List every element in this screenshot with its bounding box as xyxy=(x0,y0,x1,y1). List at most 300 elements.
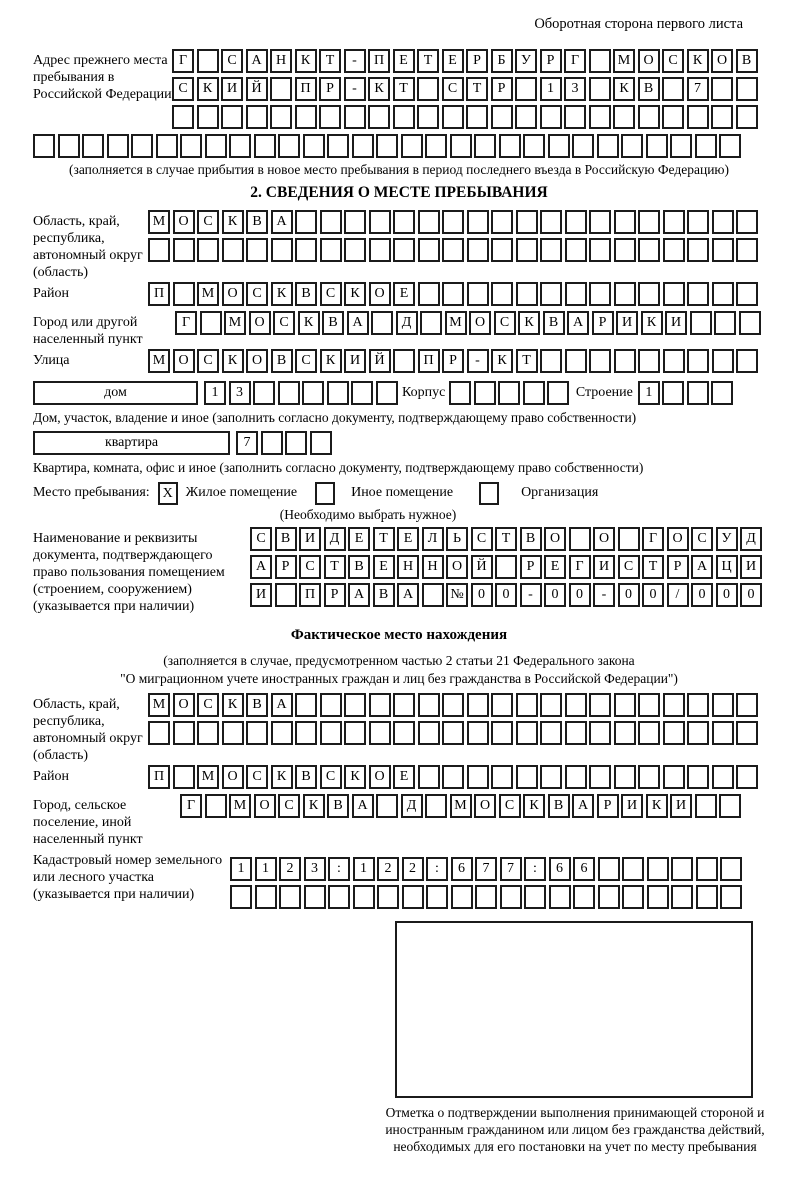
char-cell[interactable] xyxy=(516,721,538,745)
char-cell[interactable]: С xyxy=(471,527,493,551)
char-cell[interactable] xyxy=(82,134,104,158)
char-cell[interactable] xyxy=(516,238,538,262)
char-cell[interactable] xyxy=(369,721,391,745)
char-cell[interactable]: С xyxy=(320,282,342,306)
char-cell[interactable]: Р xyxy=(667,555,689,579)
stay-type-checkbox-other-premises[interactable] xyxy=(315,482,335,505)
char-cell[interactable]: 7 xyxy=(500,857,522,881)
char-cell[interactable] xyxy=(222,238,244,262)
char-cell[interactable] xyxy=(442,105,464,129)
char-cell[interactable] xyxy=(369,238,391,262)
char-cell[interactable]: К xyxy=(271,282,293,306)
char-cell[interactable]: И xyxy=(250,583,272,607)
char-cell[interactable] xyxy=(499,134,521,158)
char-cell[interactable] xyxy=(662,105,684,129)
char-cell[interactable]: С xyxy=(246,282,268,306)
char-cell[interactable]: К xyxy=(687,49,709,73)
char-cell[interactable] xyxy=(622,885,644,909)
char-cell[interactable] xyxy=(418,210,440,234)
char-cell[interactable]: 0 xyxy=(642,583,664,607)
char-cell[interactable] xyxy=(275,583,297,607)
char-cell[interactable] xyxy=(327,134,349,158)
char-cell[interactable] xyxy=(271,721,293,745)
char-cell[interactable] xyxy=(491,693,513,717)
char-cell[interactable] xyxy=(670,134,692,158)
char-cell[interactable]: С xyxy=(197,210,219,234)
char-cell[interactable]: С xyxy=(273,311,295,335)
char-cell[interactable] xyxy=(696,857,718,881)
char-cell[interactable] xyxy=(622,857,644,881)
char-cell[interactable]: С xyxy=(172,77,194,101)
char-cell[interactable] xyxy=(638,765,660,789)
char-cell[interactable] xyxy=(253,381,275,405)
char-cell[interactable] xyxy=(564,105,586,129)
char-cell[interactable]: Т xyxy=(516,349,538,373)
char-cell[interactable]: 1 xyxy=(540,77,562,101)
char-cell[interactable] xyxy=(328,885,350,909)
char-cell[interactable] xyxy=(663,349,685,373)
char-cell[interactable] xyxy=(295,238,317,262)
char-cell[interactable]: Ц xyxy=(716,555,738,579)
char-cell[interactable] xyxy=(491,210,513,234)
char-cell[interactable]: Н xyxy=(270,49,292,73)
char-cell[interactable]: М xyxy=(450,794,472,818)
char-cell[interactable] xyxy=(376,381,398,405)
char-cell[interactable] xyxy=(638,210,660,234)
char-cell[interactable] xyxy=(712,693,734,717)
char-cell[interactable] xyxy=(712,210,734,234)
char-cell[interactable] xyxy=(687,238,709,262)
char-cell[interactable]: В xyxy=(548,794,570,818)
char-cell[interactable] xyxy=(270,77,292,101)
char-cell[interactable]: : xyxy=(426,857,448,881)
char-cell[interactable] xyxy=(565,765,587,789)
char-cell[interactable]: И xyxy=(740,555,762,579)
char-cell[interactable]: М xyxy=(197,282,219,306)
char-cell[interactable] xyxy=(597,134,619,158)
char-cell[interactable] xyxy=(295,210,317,234)
char-cell[interactable] xyxy=(197,238,219,262)
char-cell[interactable]: - xyxy=(467,349,489,373)
char-cell[interactable]: С xyxy=(197,349,219,373)
char-cell[interactable] xyxy=(197,105,219,129)
char-cell[interactable] xyxy=(614,765,636,789)
char-cell[interactable]: А xyxy=(348,583,370,607)
char-cell[interactable]: И xyxy=(616,311,638,335)
char-cell[interactable]: - xyxy=(520,583,542,607)
char-cell[interactable] xyxy=(295,693,317,717)
char-cell[interactable] xyxy=(422,583,444,607)
char-cell[interactable] xyxy=(58,134,80,158)
char-cell[interactable]: Б xyxy=(491,49,513,73)
char-cell[interactable] xyxy=(565,721,587,745)
char-cell[interactable]: С xyxy=(691,527,713,551)
char-cell[interactable]: 7 xyxy=(236,431,258,455)
char-cell[interactable] xyxy=(230,885,252,909)
char-cell[interactable]: О xyxy=(667,527,689,551)
char-cell[interactable]: С xyxy=(246,765,268,789)
char-cell[interactable] xyxy=(442,721,464,745)
char-cell[interactable]: : xyxy=(524,857,546,881)
char-cell[interactable]: Т xyxy=(466,77,488,101)
char-cell[interactable] xyxy=(695,794,717,818)
char-cell[interactable] xyxy=(270,105,292,129)
char-cell[interactable] xyxy=(712,721,734,745)
char-cell[interactable] xyxy=(687,210,709,234)
char-cell[interactable]: О xyxy=(173,349,195,373)
char-cell[interactable] xyxy=(736,721,758,745)
char-cell[interactable] xyxy=(565,282,587,306)
char-cell[interactable]: - xyxy=(593,583,615,607)
char-cell[interactable]: С xyxy=(320,765,342,789)
char-cell[interactable] xyxy=(279,885,301,909)
char-cell[interactable]: Г xyxy=(180,794,202,818)
char-cell[interactable]: Д xyxy=(740,527,762,551)
char-cell[interactable]: 0 xyxy=(495,583,517,607)
char-cell[interactable] xyxy=(425,794,447,818)
char-cell[interactable]: С xyxy=(618,555,640,579)
stay-type-checkbox-organization[interactable] xyxy=(479,482,499,505)
char-cell[interactable] xyxy=(467,282,489,306)
char-cell[interactable]: Е xyxy=(393,765,415,789)
char-cell[interactable] xyxy=(344,238,366,262)
char-cell[interactable]: П xyxy=(418,349,440,373)
char-cell[interactable] xyxy=(569,527,591,551)
char-cell[interactable]: И xyxy=(665,311,687,335)
char-cell[interactable]: О xyxy=(593,527,615,551)
char-cell[interactable]: Р xyxy=(592,311,614,335)
char-cell[interactable] xyxy=(131,134,153,158)
char-cell[interactable]: 6 xyxy=(549,857,571,881)
char-cell[interactable] xyxy=(540,238,562,262)
char-cell[interactable] xyxy=(736,282,758,306)
char-cell[interactable] xyxy=(467,693,489,717)
char-cell[interactable] xyxy=(449,381,471,405)
char-cell[interactable]: О xyxy=(173,693,195,717)
char-cell[interactable]: 0 xyxy=(618,583,640,607)
char-cell[interactable] xyxy=(523,381,545,405)
char-cell[interactable]: Т xyxy=(319,49,341,73)
char-cell[interactable] xyxy=(302,381,324,405)
char-cell[interactable] xyxy=(736,77,758,101)
char-cell[interactable]: В xyxy=(327,794,349,818)
char-cell[interactable] xyxy=(369,210,391,234)
char-cell[interactable] xyxy=(344,105,366,129)
char-cell[interactable]: Г xyxy=(564,49,586,73)
char-cell[interactable]: 0 xyxy=(740,583,762,607)
char-cell[interactable]: К xyxy=(320,349,342,373)
char-cell[interactable] xyxy=(712,349,734,373)
char-cell[interactable] xyxy=(589,721,611,745)
char-cell[interactable]: Л xyxy=(422,527,444,551)
char-cell[interactable] xyxy=(467,210,489,234)
char-cell[interactable]: П xyxy=(148,282,170,306)
char-cell[interactable]: Й xyxy=(246,77,268,101)
char-cell[interactable]: Р xyxy=(491,77,513,101)
char-cell[interactable] xyxy=(589,105,611,129)
char-cell[interactable] xyxy=(246,105,268,129)
char-cell[interactable] xyxy=(107,134,129,158)
char-cell[interactable] xyxy=(271,238,293,262)
char-cell[interactable]: К xyxy=(303,794,325,818)
char-cell[interactable] xyxy=(671,885,693,909)
char-cell[interactable]: К xyxy=(222,349,244,373)
char-cell[interactable]: К xyxy=(344,282,366,306)
char-cell[interactable] xyxy=(491,765,513,789)
char-cell[interactable]: Н xyxy=(397,555,419,579)
char-cell[interactable]: 7 xyxy=(687,77,709,101)
char-cell[interactable]: К xyxy=(222,210,244,234)
char-cell[interactable] xyxy=(646,134,668,158)
char-cell[interactable] xyxy=(467,765,489,789)
char-cell[interactable] xyxy=(687,693,709,717)
char-cell[interactable]: О xyxy=(469,311,491,335)
char-cell[interactable] xyxy=(663,238,685,262)
char-cell[interactable]: М xyxy=(148,210,170,234)
char-cell[interactable]: В xyxy=(246,693,268,717)
char-cell[interactable] xyxy=(344,693,366,717)
char-cell[interactable]: В xyxy=(295,765,317,789)
char-cell[interactable] xyxy=(540,282,562,306)
char-cell[interactable]: Т xyxy=(495,527,517,551)
char-cell[interactable]: В xyxy=(638,77,660,101)
char-cell[interactable] xyxy=(255,885,277,909)
char-cell[interactable] xyxy=(451,885,473,909)
char-cell[interactable] xyxy=(540,349,562,373)
char-cell[interactable] xyxy=(712,238,734,262)
char-cell[interactable] xyxy=(696,885,718,909)
char-cell[interactable]: Р xyxy=(442,349,464,373)
char-cell[interactable] xyxy=(618,527,640,551)
char-cell[interactable] xyxy=(598,857,620,881)
char-cell[interactable]: К xyxy=(368,77,390,101)
char-cell[interactable]: 1 xyxy=(204,381,226,405)
char-cell[interactable] xyxy=(614,282,636,306)
char-cell[interactable]: В xyxy=(520,527,542,551)
char-cell[interactable] xyxy=(549,885,571,909)
char-cell[interactable]: А xyxy=(567,311,589,335)
char-cell[interactable] xyxy=(221,105,243,129)
char-cell[interactable]: О xyxy=(222,765,244,789)
char-cell[interactable]: Д xyxy=(324,527,346,551)
char-cell[interactable]: Г xyxy=(569,555,591,579)
char-cell[interactable]: А xyxy=(352,794,374,818)
char-cell[interactable] xyxy=(714,311,736,335)
char-cell[interactable] xyxy=(547,381,569,405)
char-cell[interactable] xyxy=(156,134,178,158)
char-cell[interactable] xyxy=(711,105,733,129)
char-cell[interactable]: М xyxy=(197,765,219,789)
char-cell[interactable] xyxy=(352,134,374,158)
char-cell[interactable] xyxy=(393,693,415,717)
char-cell[interactable]: М xyxy=(148,349,170,373)
char-cell[interactable] xyxy=(719,134,741,158)
char-cell[interactable] xyxy=(393,349,415,373)
char-cell[interactable]: 0 xyxy=(471,583,493,607)
char-cell[interactable]: К xyxy=(197,77,219,101)
char-cell[interactable] xyxy=(695,134,717,158)
char-cell[interactable] xyxy=(418,282,440,306)
char-cell[interactable]: Р xyxy=(597,794,619,818)
char-cell[interactable]: 1 xyxy=(230,857,252,881)
char-cell[interactable]: 0 xyxy=(544,583,566,607)
char-cell[interactable]: С xyxy=(662,49,684,73)
char-cell[interactable]: А xyxy=(271,693,293,717)
char-cell[interactable] xyxy=(736,105,758,129)
char-cell[interactable] xyxy=(33,134,55,158)
char-cell[interactable] xyxy=(712,765,734,789)
char-cell[interactable] xyxy=(327,381,349,405)
char-cell[interactable] xyxy=(495,555,517,579)
char-cell[interactable]: А xyxy=(250,555,272,579)
char-cell[interactable] xyxy=(173,721,195,745)
char-cell[interactable] xyxy=(516,282,538,306)
char-cell[interactable] xyxy=(687,765,709,789)
char-cell[interactable]: В xyxy=(543,311,565,335)
char-cell[interactable]: С xyxy=(442,77,464,101)
char-cell[interactable] xyxy=(565,693,587,717)
char-cell[interactable] xyxy=(638,349,660,373)
char-cell[interactable]: № xyxy=(446,583,468,607)
char-cell[interactable] xyxy=(589,765,611,789)
char-cell[interactable] xyxy=(687,381,709,405)
char-cell[interactable] xyxy=(663,693,685,717)
char-cell[interactable] xyxy=(613,105,635,129)
char-cell[interactable]: В xyxy=(271,349,293,373)
char-cell[interactable] xyxy=(572,134,594,158)
char-cell[interactable]: Р xyxy=(540,49,562,73)
char-cell[interactable]: А xyxy=(271,210,293,234)
char-cell[interactable] xyxy=(589,238,611,262)
char-cell[interactable]: Т xyxy=(642,555,664,579)
char-cell[interactable]: 3 xyxy=(229,381,251,405)
char-cell[interactable] xyxy=(466,105,488,129)
char-cell[interactable]: О xyxy=(446,555,468,579)
char-cell[interactable]: Д xyxy=(401,794,423,818)
char-cell[interactable]: - xyxy=(344,49,366,73)
char-cell[interactable]: К xyxy=(523,794,545,818)
char-cell[interactable]: П xyxy=(148,765,170,789)
char-cell[interactable] xyxy=(516,693,538,717)
char-cell[interactable] xyxy=(376,134,398,158)
char-cell[interactable]: В xyxy=(275,527,297,551)
char-cell[interactable]: О xyxy=(254,794,276,818)
char-cell[interactable] xyxy=(663,721,685,745)
char-cell[interactable] xyxy=(515,77,537,101)
char-cell[interactable]: В xyxy=(246,210,268,234)
char-cell[interactable] xyxy=(621,134,643,158)
char-cell[interactable]: И xyxy=(221,77,243,101)
char-cell[interactable] xyxy=(711,77,733,101)
char-cell[interactable] xyxy=(278,134,300,158)
char-cell[interactable]: Р xyxy=(466,49,488,73)
char-cell[interactable] xyxy=(417,77,439,101)
char-cell[interactable] xyxy=(474,381,496,405)
char-cell[interactable] xyxy=(442,693,464,717)
char-cell[interactable] xyxy=(418,721,440,745)
char-cell[interactable]: С xyxy=(299,555,321,579)
char-cell[interactable] xyxy=(638,238,660,262)
char-cell[interactable]: 0 xyxy=(569,583,591,607)
char-cell[interactable]: О xyxy=(173,210,195,234)
stay-type-checkbox-residential[interactable]: X xyxy=(158,482,178,505)
char-cell[interactable]: А xyxy=(347,311,369,335)
char-cell[interactable] xyxy=(261,431,283,455)
char-cell[interactable]: Т xyxy=(324,555,346,579)
char-cell[interactable]: В xyxy=(295,282,317,306)
char-cell[interactable] xyxy=(736,765,758,789)
char-cell[interactable]: С xyxy=(494,311,516,335)
char-cell[interactable]: И xyxy=(344,349,366,373)
char-cell[interactable]: 6 xyxy=(573,857,595,881)
char-cell[interactable] xyxy=(368,105,390,129)
char-cell[interactable] xyxy=(614,349,636,373)
char-cell[interactable] xyxy=(426,885,448,909)
char-cell[interactable] xyxy=(663,282,685,306)
char-cell[interactable] xyxy=(467,721,489,745)
char-cell[interactable] xyxy=(647,885,669,909)
char-cell[interactable]: - xyxy=(344,77,366,101)
char-cell[interactable] xyxy=(491,282,513,306)
char-cell[interactable] xyxy=(376,794,398,818)
char-cell[interactable] xyxy=(524,885,546,909)
char-cell[interactable] xyxy=(425,134,447,158)
char-cell[interactable] xyxy=(690,311,712,335)
char-cell[interactable]: 2 xyxy=(402,857,424,881)
char-cell[interactable] xyxy=(197,721,219,745)
char-cell[interactable] xyxy=(736,238,758,262)
char-cell[interactable] xyxy=(320,721,342,745)
char-cell[interactable]: В xyxy=(373,583,395,607)
char-cell[interactable]: А xyxy=(572,794,594,818)
char-cell[interactable] xyxy=(303,134,325,158)
char-cell[interactable] xyxy=(222,721,244,745)
char-cell[interactable] xyxy=(310,431,332,455)
char-cell[interactable]: И xyxy=(670,794,692,818)
char-cell[interactable]: К xyxy=(298,311,320,335)
char-cell[interactable]: А xyxy=(397,583,419,607)
char-cell[interactable] xyxy=(320,693,342,717)
char-cell[interactable]: М xyxy=(148,693,170,717)
char-cell[interactable] xyxy=(589,693,611,717)
char-cell[interactable]: К xyxy=(641,311,663,335)
char-cell[interactable]: Е xyxy=(373,555,395,579)
char-cell[interactable]: О xyxy=(246,349,268,373)
char-cell[interactable] xyxy=(500,885,522,909)
char-cell[interactable]: К xyxy=(344,765,366,789)
char-cell[interactable] xyxy=(614,238,636,262)
char-cell[interactable]: А xyxy=(691,555,713,579)
char-cell[interactable] xyxy=(450,134,472,158)
char-cell[interactable]: К xyxy=(491,349,513,373)
char-cell[interactable] xyxy=(498,381,520,405)
char-cell[interactable]: К xyxy=(271,765,293,789)
char-cell[interactable] xyxy=(540,693,562,717)
char-cell[interactable]: Р xyxy=(520,555,542,579)
char-cell[interactable]: Й xyxy=(369,349,391,373)
char-cell[interactable] xyxy=(565,238,587,262)
char-cell[interactable]: Р xyxy=(324,583,346,607)
char-cell[interactable] xyxy=(540,210,562,234)
char-cell[interactable]: : xyxy=(328,857,350,881)
char-cell[interactable] xyxy=(148,238,170,262)
char-cell[interactable]: 0 xyxy=(691,583,713,607)
char-cell[interactable]: А xyxy=(246,49,268,73)
char-cell[interactable]: О xyxy=(249,311,271,335)
char-cell[interactable] xyxy=(614,693,636,717)
char-cell[interactable] xyxy=(442,210,464,234)
char-cell[interactable] xyxy=(687,282,709,306)
